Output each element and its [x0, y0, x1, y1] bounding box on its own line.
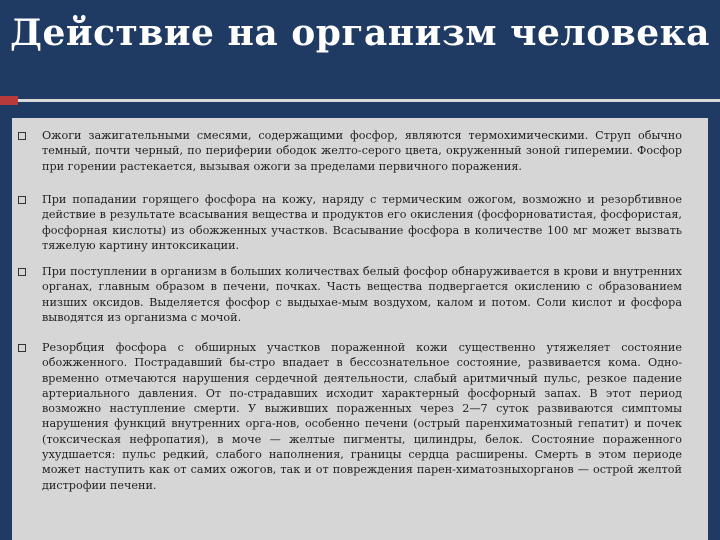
square-bullet-icon [18, 196, 26, 204]
square-bullet-icon [18, 132, 26, 140]
paragraph-1: Ожоги зажигательными смесями, содержащими фосфор, являются термохимическими. Струп обычно темный, почти черный, по периферии ободок желто-серого цвета, окруженный зоной гиперемии. Фосфор при горении растекается, вызывая ожоги за пределами первичного поражения. [42, 129, 682, 173]
content-panel [12, 118, 708, 540]
paragraph-2: При попадании горящего фосфора на кожу, наряду с термическим ожогом, возможно и резорбтивное действие в результате всасывания вещества и продуктов его окисления (фосфорноватистая, фосфористая, фосфорная кислоты) из обожженных участков. Всасывание фосфора в количестве 100 мг может вызвать тяжелую картину интоксикации. [42, 193, 682, 252]
slide-header [0, 0, 720, 82]
paragraph-4: Резорбция фосфора с обширных участков пораженной кожи существенно утяжеляет состояние обожженного. Пострадавший бы-стро впадает в бессознательное состояние, развивается кома. Одно-временно отмечаются нарушения сердечной деятельности, слабый аритмичный пульс, резкое падение артериального давления. От по-страдавших исходит характерный фосфорный запах. В этот период возможно наступление смерти. У выживших пораженных через 2—7 суток развиваются симптомы нарушения функций внутренних орга-нов, особенно печени (острый паренхиматозный гепатит) и почек (токсическая нефропатия), в моче — желтые пигменты, цилиндры, белок. Состояние пораженного ухудшается: пульс редкий, слабого наполнения, границы сердца расширены. Смерть в этом периоде может наступить как от самих ожогов, так и от повреждения парен-химатозныхорганов — острой желтой дистрофии печени. [42, 341, 682, 492]
paragraph-3: При поступлении в организм в больших количествах белый фосфор обнаруживается в крови и внутренних органах, главным образом в печени, почках. Часть вещества подвергается окислению с образованием низших оксидов. Выделяется фосфор с выдыхае-мым воздухом, калом и потом. Соли кислот и фосфора выводятся из организма с мочой. [42, 265, 682, 324]
square-bullet-icon [18, 268, 26, 276]
square-bullet-icon [18, 344, 26, 352]
divider-line [0, 99, 720, 102]
divider-accent [0, 96, 18, 105]
slide-title: Действие на организм человека [10, 12, 710, 54]
